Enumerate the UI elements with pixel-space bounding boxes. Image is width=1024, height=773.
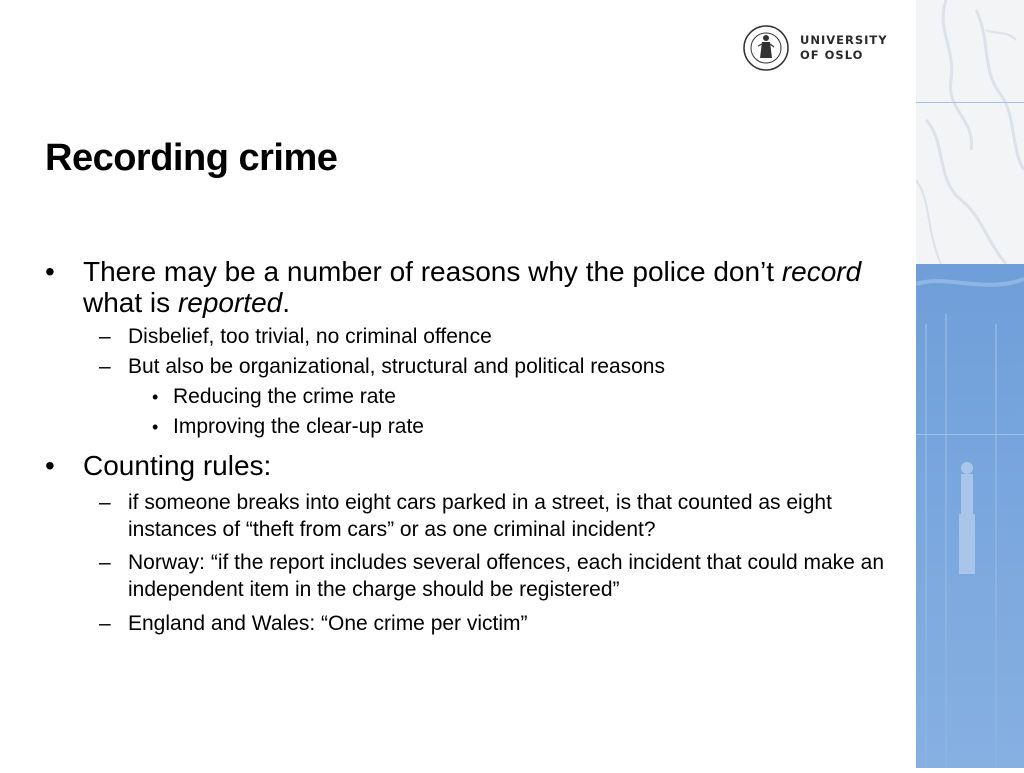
logo-wordmark — [800, 33, 888, 63]
sub-bullet-marker: – — [99, 612, 111, 635]
university-logo[interactable] — [742, 24, 902, 74]
sculpture-watermark-icon — [916, 0, 1024, 264]
bullet-text-part: There may be a number of reasons why the police don’t — [83, 256, 782, 287]
sub-bullet-eight-cars — [45, 489, 895, 543]
university-seal-icon — [742, 24, 790, 72]
sub-bullet-text: But also be organizational, structural and political reasons — [128, 355, 665, 378]
sub-bullet-text: Disbelief, too trivial, no criminal offence — [128, 325, 492, 348]
bullet-text: Counting rules: — [83, 450, 272, 481]
logo-line-2: OF OSLO — [800, 48, 864, 62]
side-band-rule-1 — [916, 102, 1024, 103]
statue-watermark-icon — [916, 264, 1024, 768]
bullet-text-part: . — [282, 287, 291, 318]
bullet-counting-rules — [45, 450, 895, 481]
sub-bullet-disbelief — [45, 324, 895, 350]
sub-sub-bullet-clear-up-rate — [45, 414, 895, 440]
side-band-bottom — [916, 264, 1024, 768]
logo-line-1: UNIVERSITY — [800, 33, 888, 47]
sub-bullet-norway — [45, 549, 895, 603]
bullet-marker: • — [45, 256, 55, 287]
bullet-text-emphasis-record: record — [781, 256, 862, 287]
bullet-text-emphasis-reported: reported — [177, 287, 283, 318]
sub-bullet-marker: – — [99, 355, 111, 378]
side-band-rule-2 — [916, 434, 1024, 435]
bullet-text-part: what is — [83, 287, 178, 318]
sub-bullet-text: Norway: “if the report includes several offences, each incident that could make an independent item in the charge should be registered” — [128, 551, 885, 601]
sub-sub-bullet-text: Reducing the crime rate — [173, 385, 396, 408]
bullet-record-reasons — [45, 256, 895, 318]
sub-bullet-text: England and Wales: “One crime per victim” — [128, 612, 528, 635]
sub-bullet-marker: – — [99, 551, 111, 574]
sub-bullet-marker: – — [99, 325, 111, 348]
sub-sub-bullet-marker: • — [152, 417, 159, 437]
sub-sub-bullet-text: Improving the clear-up rate — [173, 415, 424, 438]
sub-bullet-organizational — [45, 354, 895, 380]
sub-bullet-marker: – — [99, 491, 111, 514]
bullet-marker: • — [45, 450, 55, 481]
side-band-top — [916, 0, 1024, 264]
slide-title: Recording crime — [45, 137, 338, 179]
sub-sub-bullet-crime-rate — [45, 384, 895, 410]
slide-body — [45, 252, 895, 637]
sub-bullet-england-wales — [45, 611, 895, 637]
sub-sub-bullet-marker: • — [152, 387, 159, 407]
decorative-side-band — [916, 0, 1024, 768]
sub-bullet-text: if someone breaks into eight cars parked in a street, is that counted as eight instances of “theft from cars” or as one criminal incident? — [128, 491, 832, 541]
